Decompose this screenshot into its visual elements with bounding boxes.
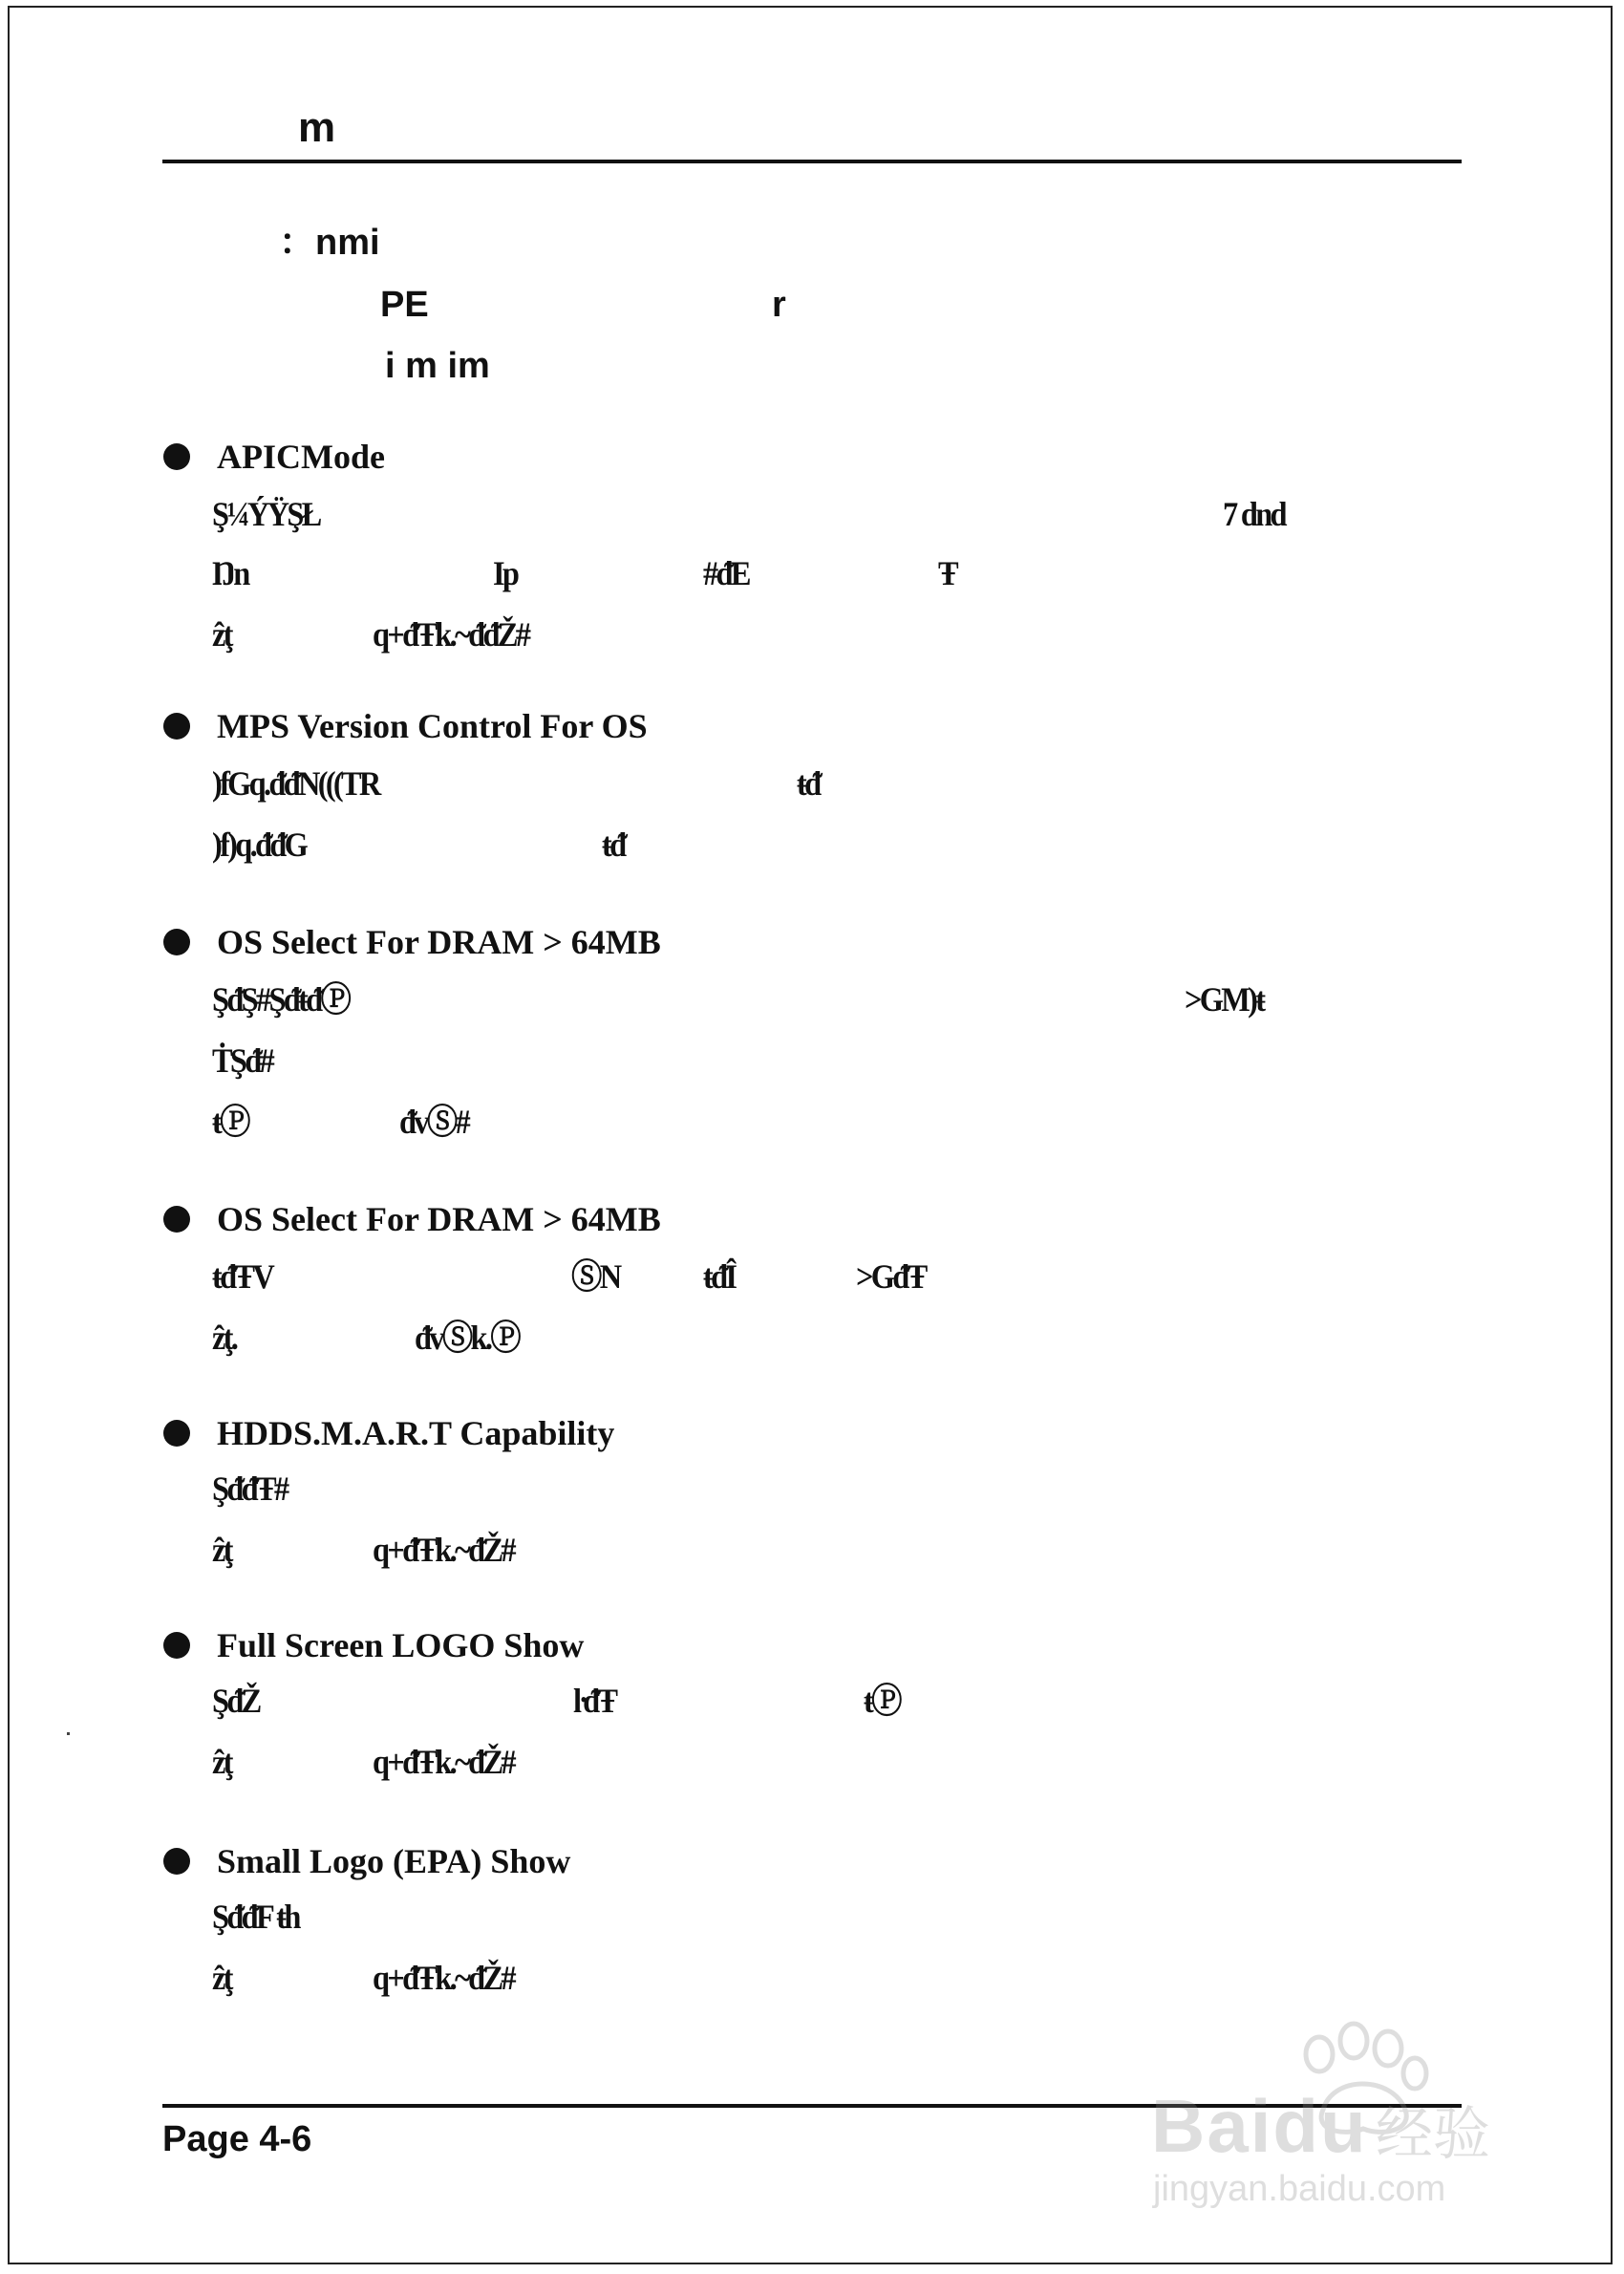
description-text: ẑţ. xyxy=(212,1319,237,1357)
description-text: ŞᵭŞ#ŞᵭŧᵭⓅ xyxy=(212,980,350,1019)
bullet-icon xyxy=(163,1632,190,1659)
bullet-icon xyxy=(163,1206,190,1233)
section-title: HDDS.M.A.R.T Capability xyxy=(217,1414,615,1452)
description-text: ŞᵭŽ xyxy=(212,1682,260,1720)
section-title: OS Select For DRAM > 64MB xyxy=(217,923,661,961)
description-text: ŧᵭÎ xyxy=(703,1257,736,1296)
section-title: OS Select For DRAM > 64MB xyxy=(217,1200,661,1238)
description-text: ṪŞᵭ# xyxy=(212,1041,273,1080)
description-text: ᵭvⓈk.Ⓟ xyxy=(415,1319,519,1357)
description-text: ẑţ xyxy=(212,615,231,654)
description-text: ẑţ xyxy=(212,1743,231,1781)
watermark-url: jingyan.baidu.com xyxy=(1153,2169,1446,2209)
description-text: q+ᵭŦk.~ᵭŽ# xyxy=(373,1959,514,1997)
scan-speck xyxy=(67,1732,70,1735)
description-text: Ŧ xyxy=(938,554,956,592)
section-title: MPS Version Control For OS xyxy=(217,707,648,745)
description-text: ŧⓅ xyxy=(864,1682,900,1720)
description-text: ŞᵭᵭŦ# xyxy=(212,1470,288,1508)
description-text: ⓈN xyxy=(571,1257,620,1296)
description-text: ᵭvⓈ# xyxy=(399,1103,469,1141)
bullet-icon xyxy=(163,1420,190,1447)
description-text: ŧⓅ xyxy=(212,1103,248,1141)
bullet-icon xyxy=(163,443,190,470)
description-text: ẑţ xyxy=(212,1531,231,1569)
description-text: ŧᵭŦV xyxy=(212,1257,273,1296)
watermark-cn: 经验 xyxy=(1376,2102,1490,2166)
intro-line-1: ：nmi xyxy=(279,223,380,263)
section-title: Full Screen LOGO Show xyxy=(217,1626,585,1664)
description-text: Ip xyxy=(493,554,518,592)
description-text: 7 dnd xyxy=(1223,495,1285,533)
description-text: >GᵭŦ xyxy=(856,1257,926,1296)
description-text: #ᵭE xyxy=(703,554,749,592)
description-text: q+ᵭŦk.~ᵭŽ# xyxy=(373,1531,514,1569)
section-title: Small Logo (EPA) Show xyxy=(217,1842,571,1880)
baidu-watermark xyxy=(1142,2016,1543,2217)
bullet-icon xyxy=(163,1848,190,1875)
section-title: APICMode xyxy=(217,438,385,476)
bullet-icon xyxy=(163,713,190,740)
intro-line-2-right: r xyxy=(772,285,786,325)
description-text: )fGq.ᵭᵭN(((TR xyxy=(212,764,379,803)
bullet-icon xyxy=(163,929,190,955)
page-title: m xyxy=(298,104,336,151)
description-text: )f)q.ᵭᵭG xyxy=(212,826,307,864)
description-text: >GM)ŧ xyxy=(1185,980,1264,1019)
description-text: Ŋn xyxy=(212,554,248,592)
watermark-brand: Baidu xyxy=(1151,2084,1368,2168)
page-number: Page 4-6 xyxy=(162,2119,312,2159)
header-rule xyxy=(162,160,1462,163)
description-text: ŀᵭŦ xyxy=(573,1682,616,1720)
intro-line-2-left: PE xyxy=(380,285,429,325)
description-text: ŧᵭ xyxy=(602,826,625,864)
description-text: q+ᵭŦk.~ᵭŽ# xyxy=(373,1743,514,1781)
description-text: ŧᵭ xyxy=(797,764,820,803)
description-text: Ş¼ÝŸŞŁ xyxy=(212,495,320,533)
description-text: q+ᵭŦk.~ᵭᵭŽ# xyxy=(373,615,529,654)
description-text: ẑţ xyxy=(212,1959,231,1997)
description-text: ŞᵭᵭF ŧh xyxy=(212,1898,299,1936)
intro-line-3: i m im xyxy=(385,346,490,386)
